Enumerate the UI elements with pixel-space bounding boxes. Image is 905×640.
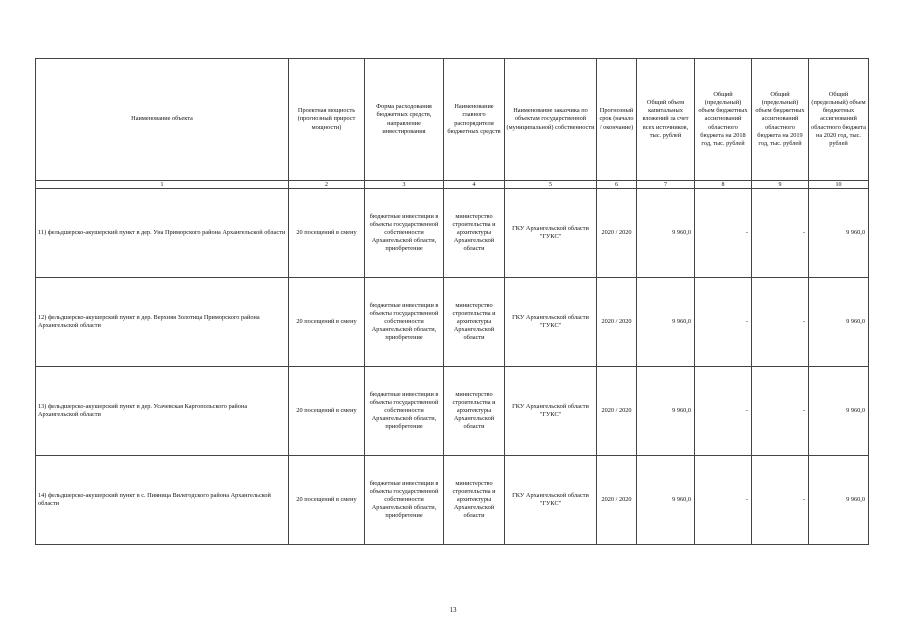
- expenditure-form-cell: бюджетные инвестиции в объекты государственной собственности Архангельской области, приобретение: [365, 367, 444, 456]
- column-number: 5: [505, 181, 597, 189]
- budget-2018-cell: -: [695, 278, 752, 367]
- budget-2019-cell: -: [752, 278, 809, 367]
- total-investment-cell: 9 960,0: [637, 456, 695, 545]
- column-number: 7: [637, 181, 695, 189]
- customer-cell: ГКУ Архангельской области "ГУКС": [505, 456, 597, 545]
- column-number: 1: [36, 181, 289, 189]
- budget-2020-cell: 9 960,0: [809, 278, 869, 367]
- capacity-cell: 20 посещений в смену: [289, 189, 365, 278]
- customer-cell: ГКУ Архангельской области "ГУКС": [505, 278, 597, 367]
- object-name: 14) фельдшерско-акушерский пункт в с. Пияница Вилегодского района Архангельской области: [36, 456, 289, 545]
- budget-2020-cell: 9 960,0: [809, 456, 869, 545]
- budget-2020-cell: 9 960,0: [809, 367, 869, 456]
- budget-manager-cell: министерство строительства и архитектуры Архангельской области: [444, 456, 505, 545]
- table-row: [36, 278, 869, 367]
- investment-objects-table: [35, 58, 869, 545]
- table-row: [36, 189, 869, 278]
- object-name: 11) фельдшерско-акушерский пункт в дер. Уна Приморского района Архангельской области: [36, 189, 289, 278]
- total-investment-cell: 9 960,0: [637, 189, 695, 278]
- term-cell: 2020 / 2020: [597, 189, 637, 278]
- header-budget-2020: Общий (предельный) объем бюджетных ассигнований областного бюджета на 2020 год, тыс. рублей: [809, 59, 869, 181]
- header-budget-manager: Наименование главного распорядителя бюджетных средств: [444, 59, 505, 181]
- table-header-row: [36, 59, 869, 181]
- customer-cell: ГКУ Архангельской области "ГУКС": [505, 367, 597, 456]
- budget-2019-cell: -: [752, 189, 809, 278]
- column-number: 9: [752, 181, 809, 189]
- total-investment-cell: 9 960,0: [637, 278, 695, 367]
- page-number: 13: [449, 606, 457, 614]
- table-row: [36, 456, 869, 545]
- column-number: 3: [365, 181, 444, 189]
- budget-2019-cell: -: [752, 367, 809, 456]
- header-capacity: Проектная мощность (прогнозный прирост мощности): [289, 59, 365, 181]
- budget-manager-cell: министерство строительства и архитектуры Архангельской области: [444, 367, 505, 456]
- column-number: 2: [289, 181, 365, 189]
- expenditure-form-cell: бюджетные инвестиции в объекты государственной собственности Архангельской области, приобретение: [365, 278, 444, 367]
- table-row: [36, 367, 869, 456]
- capacity-cell: 20 посещений в смену: [289, 367, 365, 456]
- expenditure-form-cell: бюджетные инвестиции в объекты государственной собственности Архангельской области, приобретение: [365, 456, 444, 545]
- capacity-cell: 20 посещений в смену: [289, 456, 365, 545]
- object-name: 12) фельдшерско-акушерский пункт в дер. Верхняя Золотица Приморского района Архангельской области: [36, 278, 289, 367]
- header-budget-2019: Общий (предельный) объем бюджетных ассигнований областного бюджета на 2019 год, тыс. рублей: [752, 59, 809, 181]
- budget-manager-cell: министерство строительства и архитектуры Архангельской области: [444, 278, 505, 367]
- budget-2018-cell: -: [695, 189, 752, 278]
- expenditure-form-cell: бюджетные инвестиции в объекты государственной собственности Архангельской области, приобретение: [365, 189, 444, 278]
- header-expenditure-form: Форма расходования бюджетных средств, направление инвестирования: [365, 59, 444, 181]
- column-number: 6: [597, 181, 637, 189]
- column-number: 10: [809, 181, 869, 189]
- budget-2018-cell: -: [695, 456, 752, 545]
- total-investment-cell: 9 960,0: [637, 367, 695, 456]
- header-budget-2018: Общий (предельный) объем бюджетных ассигнований областного бюджета на 2018 год, тыс. рублей: [695, 59, 752, 181]
- header-object-name: Наименование объекта: [36, 59, 289, 181]
- term-cell: 2020 / 2020: [597, 278, 637, 367]
- header-customer: Наименование заказчика по объектам государственной (муниципальной) собственности: [505, 59, 597, 181]
- capacity-cell: 20 посещений в смену: [289, 278, 365, 367]
- term-cell: 2020 / 2020: [597, 456, 637, 545]
- budget-2019-cell: -: [752, 456, 809, 545]
- customer-cell: ГКУ Архангельской области "ГУКС": [505, 189, 597, 278]
- term-cell: 2020 / 2020: [597, 367, 637, 456]
- budget-2020-cell: 9 960,0: [809, 189, 869, 278]
- budget-2018-cell: -: [695, 367, 752, 456]
- header-total-investment: Общий объем капитальных вложений за счет всех источников, тыс. рублей: [637, 59, 695, 181]
- column-number: 4: [444, 181, 505, 189]
- budget-manager-cell: министерство строительства и архитектуры Архангельской области: [444, 189, 505, 278]
- header-term: Прогнозный срок (начало / окончание): [597, 59, 637, 181]
- column-number-row: [36, 181, 869, 189]
- column-number: 8: [695, 181, 752, 189]
- object-name: 13) фельдшерско-акушерский пункт в дер. Усачевская Каргопольского района Архангельской области: [36, 367, 289, 456]
